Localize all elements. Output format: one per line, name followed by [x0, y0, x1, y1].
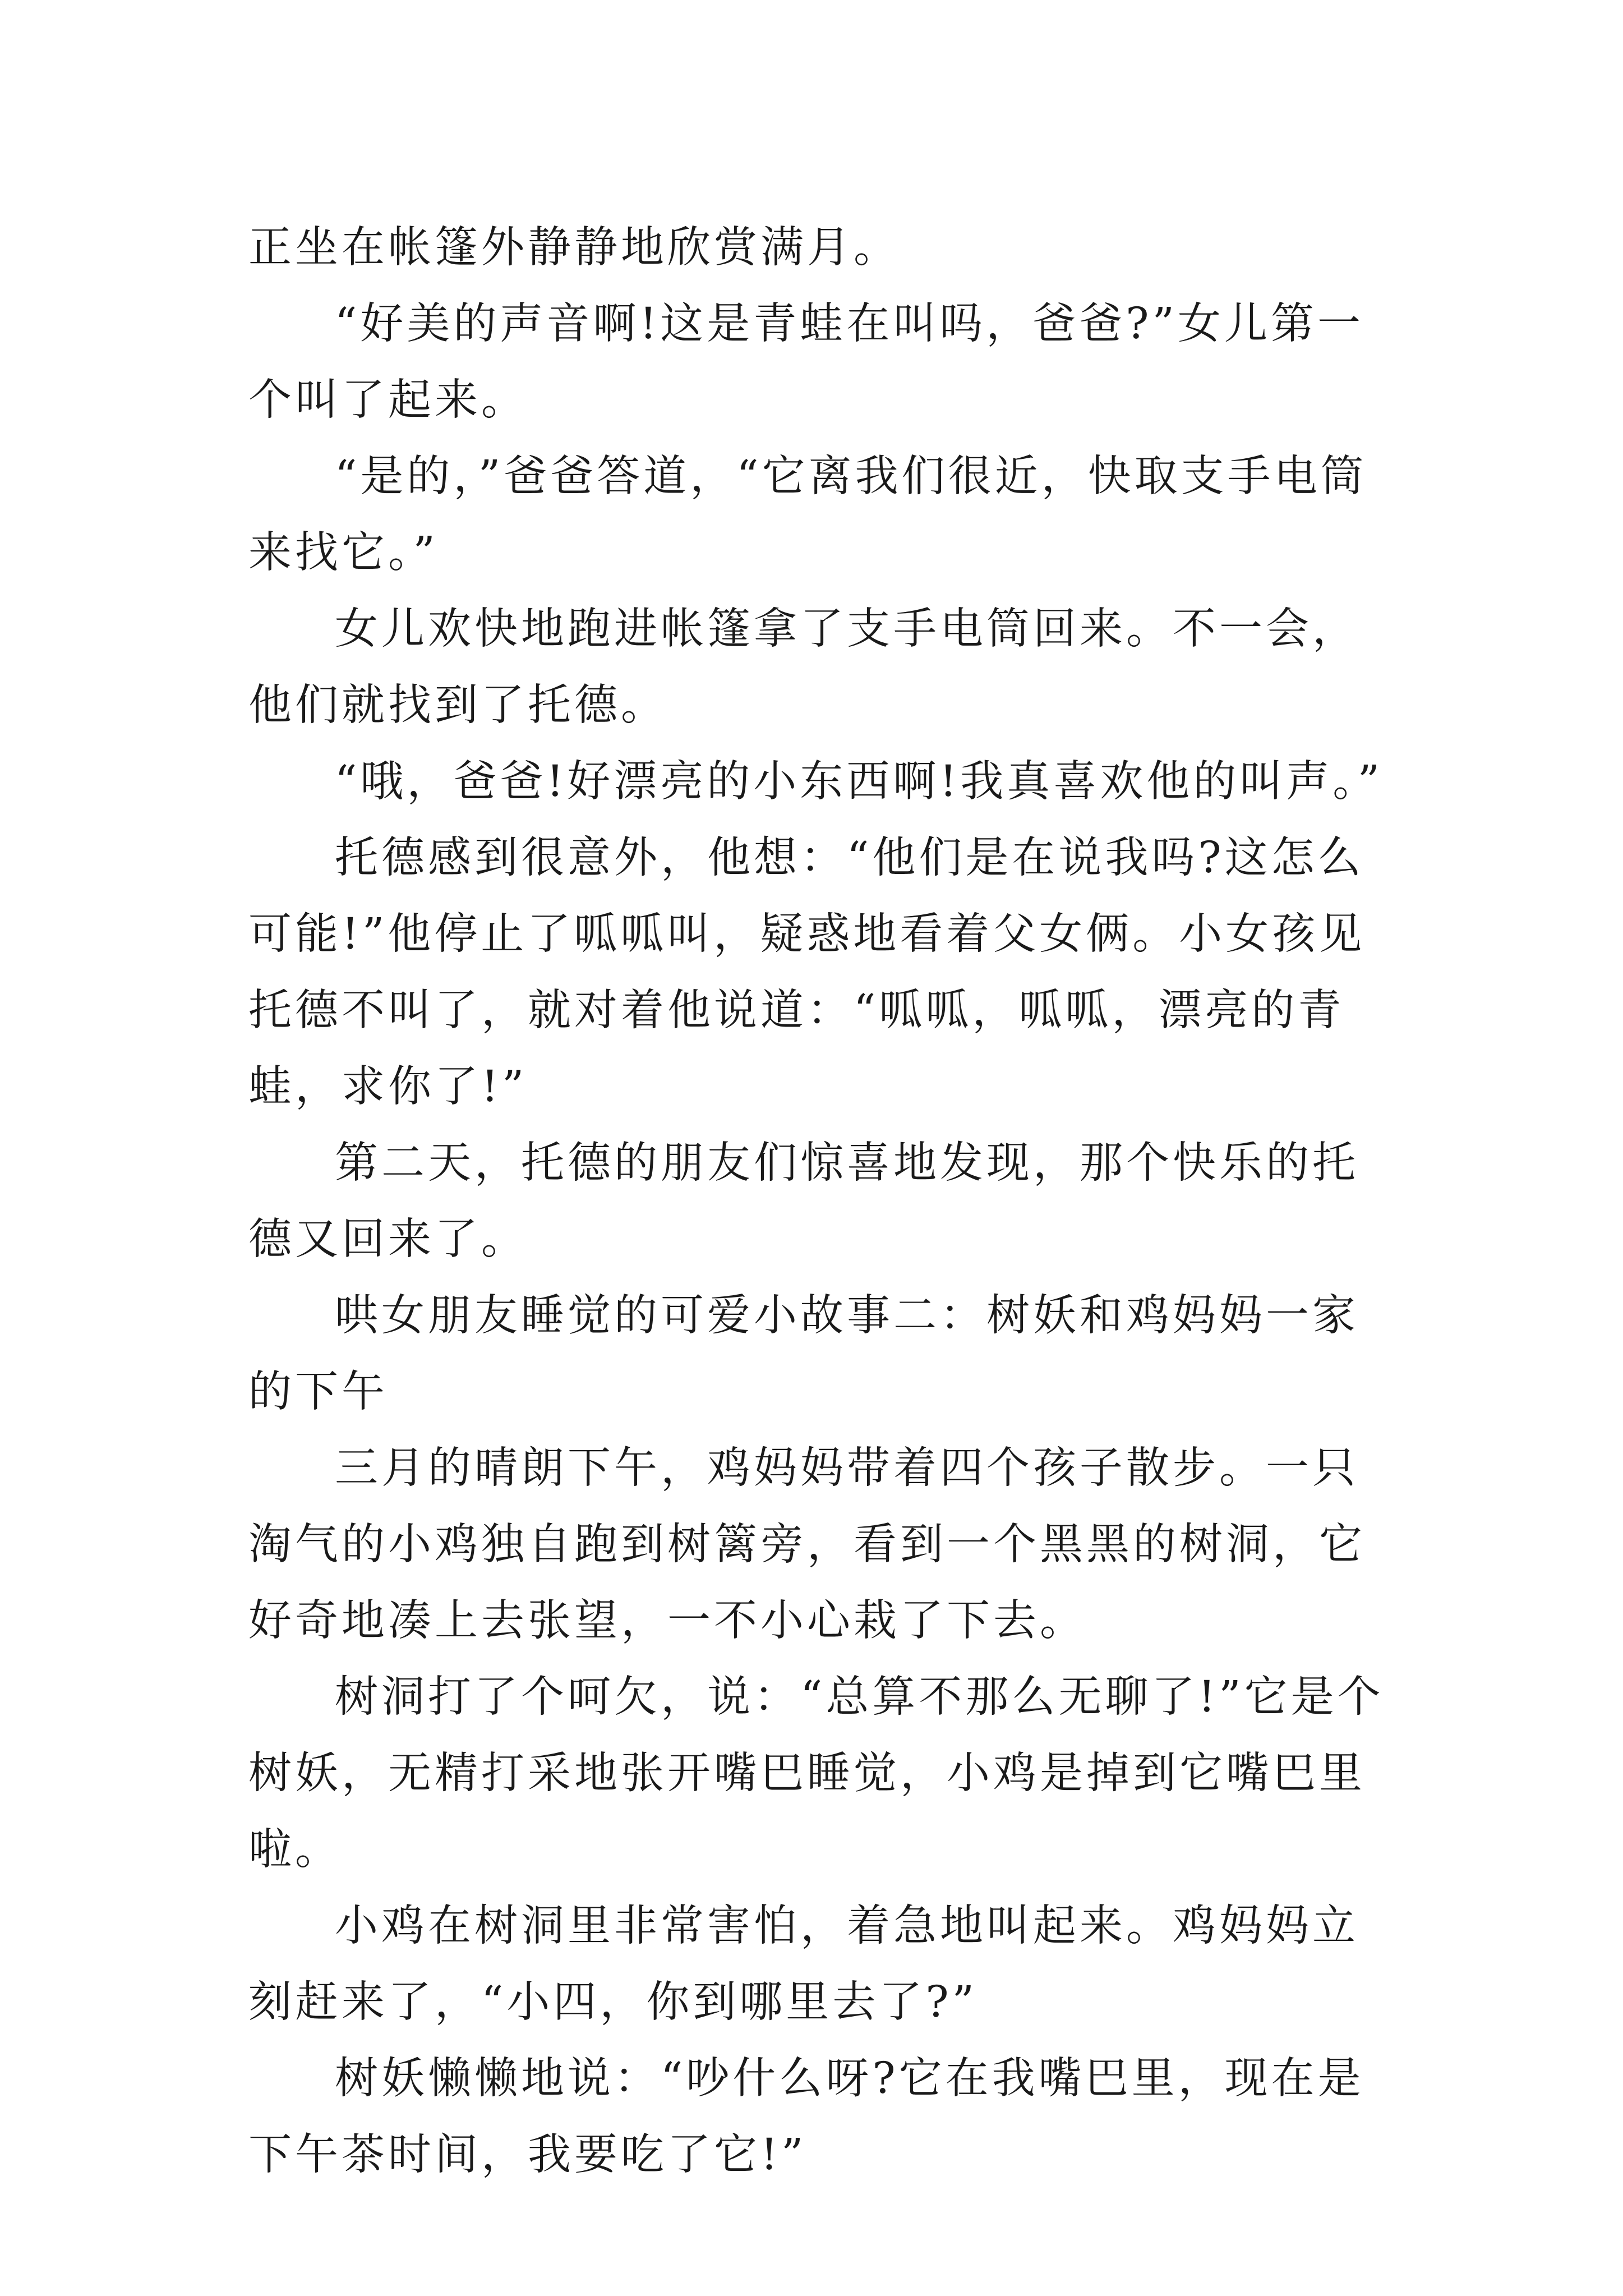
- story-paragraph: 树妖懒懒地说：“吵什么呀?它在我嘴巴里，现在是下午茶时间，我要吃了它!”: [248, 2054, 1364, 2180]
- story-paragraph: 托德感到很意外，他想：“他们是在说我吗?这怎么可能!”他停止了呱呱叫，疑惑地看着父女俩。小女孩见托德不叫了，就对着他说道：“呱呱，呱呱，漂亮的青蛙，求你了!”: [248, 833, 1366, 1112]
- story-paragraph: 小鸡在树洞里非常害怕，着急地叫起来。鸡妈妈立刻赶来了，“小四，你到哪里去了?”: [248, 1901, 1359, 2027]
- story-text-body: [248, 210, 1393, 2193]
- story-paragraph: 正坐在帐篷外静静地欣赏满月。: [248, 223, 900, 273]
- story-paragraph: “好美的声音啊!这是青蛙在叫吗，爸爸?”女儿第一个叫了起来。: [248, 299, 1364, 425]
- story-paragraph: 三月的晴朗下午，鸡妈妈带着四个孩子散步。一只淘气的小鸡独自跑到树篱旁，看到一个黑黑的树洞，它好奇地凑上去张望，一不小心栽了下去。: [248, 1443, 1366, 1646]
- section-heading: 哄女朋友睡觉的可爱小故事二：树妖和鸡妈妈一家的下午: [248, 1291, 1359, 1417]
- story-paragraph: 树洞打了个呵欠，说：“总算不那么无聊了!”它是个树妖，无精打采地张开嘴巴睡觉，小鸡是掉到它嘴巴里啦。: [248, 1672, 1384, 1875]
- story-paragraph: 第二天，托德的朋友们惊喜地发现，那个快乐的托德又回来了。: [248, 1138, 1359, 1264]
- story-paragraph: “是的，”爸爸答道，“它离我们很近，快取支手电筒来找它。”: [248, 452, 1367, 578]
- story-paragraph: 女儿欢快地跑进帐篷拿了支手电筒回来。不一会，他们就找到了托德。: [248, 604, 1359, 730]
- story-paragraph: “哦，爸爸!好漂亮的小东西啊!我真喜欢他的叫声。”: [335, 757, 1384, 807]
